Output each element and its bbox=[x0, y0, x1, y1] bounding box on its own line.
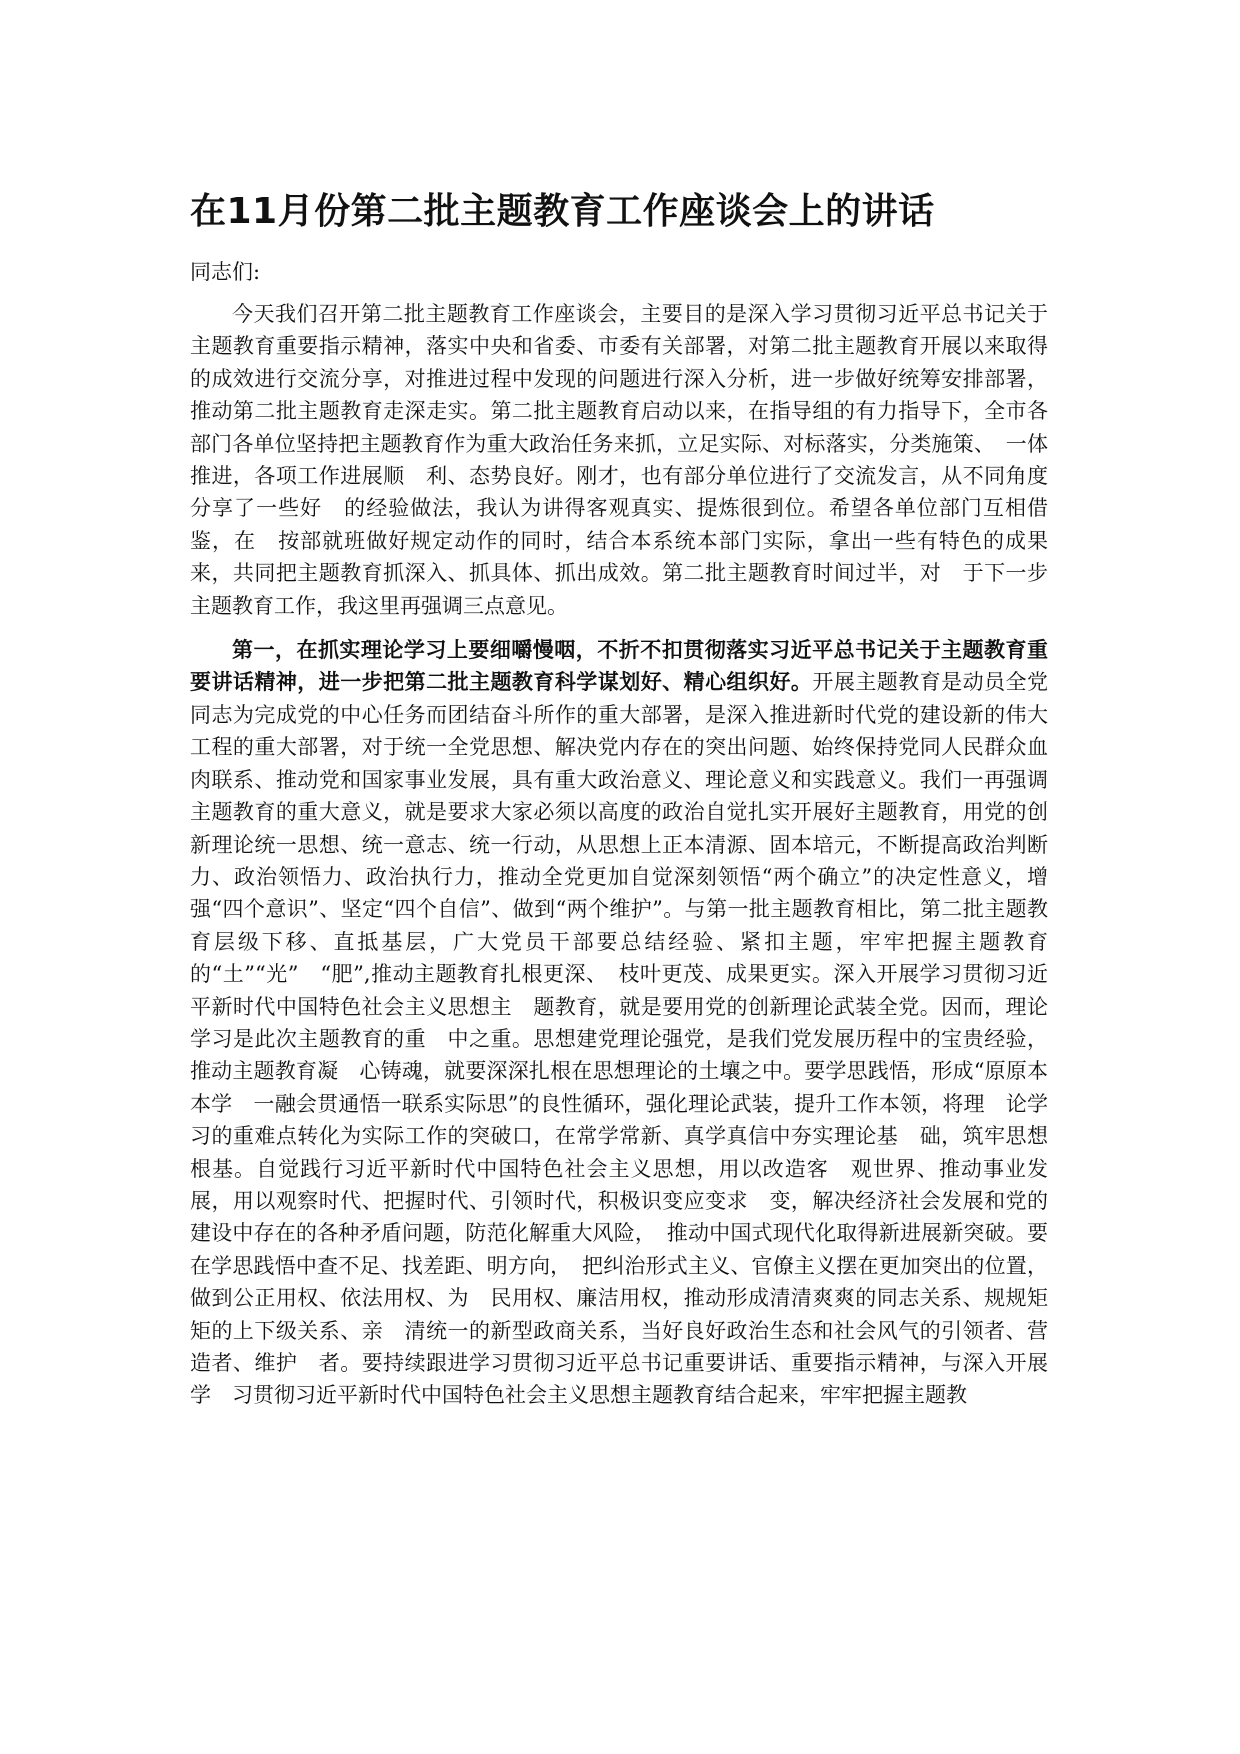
document-title: 在11月份第二批主题教育工作座谈会上的讲话 bbox=[190, 191, 935, 232]
paragraph-first-point bbox=[190, 634, 1048, 1412]
first-point-heading: 第一，在抓实理论学习上要细嚼慢咽，不折不扣贯彻落实习近平总书记关于主题教育重要讲话精神，进一步把第二批主题教育科学谋划好、精心组织好。 bbox=[190, 638, 1048, 695]
salutation: 同志们: bbox=[190, 260, 261, 284]
first-point-body: 开展主题教育是动员全党同志为完成党的中心任务而团结奋斗所作的重大部署，是深入推进新时代党的建设新的伟大工程的重大部署，对于统一全党思想、解决党内存在的突出问题、始终保持党同人民群众血肉联系、推动党和国家事业发展，具有重大政治意义、理论意义和实践意义。我们一再强调主题教育的重大意义，就是要求大家必须以高度的政治自觉扎实开展好主题教育，用党的创新理论统一思想、统一意志、统一行动，从思想上正本清源、固本培元，不断提高政治判断力、政治领悟力、政治执行力，推动全党更加自觉深刻领悟“两个确立”的决定性意义，增强“四个意识”、坚定“四个自信”、做到“两个维护”。与第一批主题教育相比，第二批主题教育层级下移、直抵基层，广大党员干部要总结经验、紧扣主题，牢牢把握主题教育的“土”“光” “肥”,推动主题教育扎根更深、 枝叶更茂、成果更实。深入开展学习贯彻习近平新时代中国特色社会主义思想主 题教育，就是要用党的创新理论武装全党。因而，理论学习是此次主题教育的重 中之重。思想建党理论强党，是我们党发展历程中的宝贵经验，推动主题教育凝 心铸魂，就要深深扎根在思想理论的土壤之中。要学思践悟，形成“原原本本学 一融会贯通悟一联系实际思”的良性循环，强化理论武装，提升工作本领，将理 论学习的重难点转化为实际工作的突破口，在常学常新、真学真信中夯实理论基 础，筑牢思想根基。自觉践行习近平新时代中国特色社会主义思想，用以改造客 观世界、推动事业发展，用以观察时代、把握时代、引领时代，积极识变应变求 变，解决经济社会发展和党的建设中存在的各种矛盾问题，防范化解重大风险， 推动中国式现代化取得新进展新突破。要在学思践悟中查不足、找差距、明方向， 把纠治形式主义、官僚主义摆在更加突出的位置，做到公正用权、依法用权、为 民用权、廉洁用权，推动形成清清爽爽的同志关系、规规矩矩的上下级关系、亲 清统一的新型政商关系，当好良好政治生态和社会风气的引领者、营造者、维护 者。要持续跟进学习贯彻习近平总书记重要讲话、重要指示精神，与深入开展学 习贯彻习近平新时代中国特色社会主义思想主题教育结合起来，牢牢把握主题教 bbox=[190, 670, 1049, 1408]
document-body bbox=[190, 188, 1069, 1412]
paragraph-intro: 今天我们召开第二批主题教育工作座谈会，主要目的是深入学习贯彻习近平总书记关于主题教育重要指示精神，落实中央和省委、市委有关部署，对第二批主题教育开展以来取得的成效进行交流分享，对推进过程中发现的问题进行深入分析，进一步做好统筹安排部署，推动第二批主题教育走深走实。第二批主题教育启动以来，在指导组的有力指导下，全市各部门各单位坚持把主题教育作为重大政治任务来抓，立足实际、对标落实，分类施策、 一体推进，各项工作进展顺 利、态势良好。刚才，也有部分单位进行了交流发言，从不同角度分享了一些好 的经验做法，我认为讲得客观真实、提炼很到位。希望各单位部门互相借鉴，在 按部就班做好规定动作的同时，结合本系统本部门实际，拿出一些有特色的成果 来，共同把主题教育抓深入、抓具体、抓出成效。第二批主题教育时间过半，对 于下一步主题教育工作，我这里再强调三点意见。 bbox=[190, 302, 1069, 618]
